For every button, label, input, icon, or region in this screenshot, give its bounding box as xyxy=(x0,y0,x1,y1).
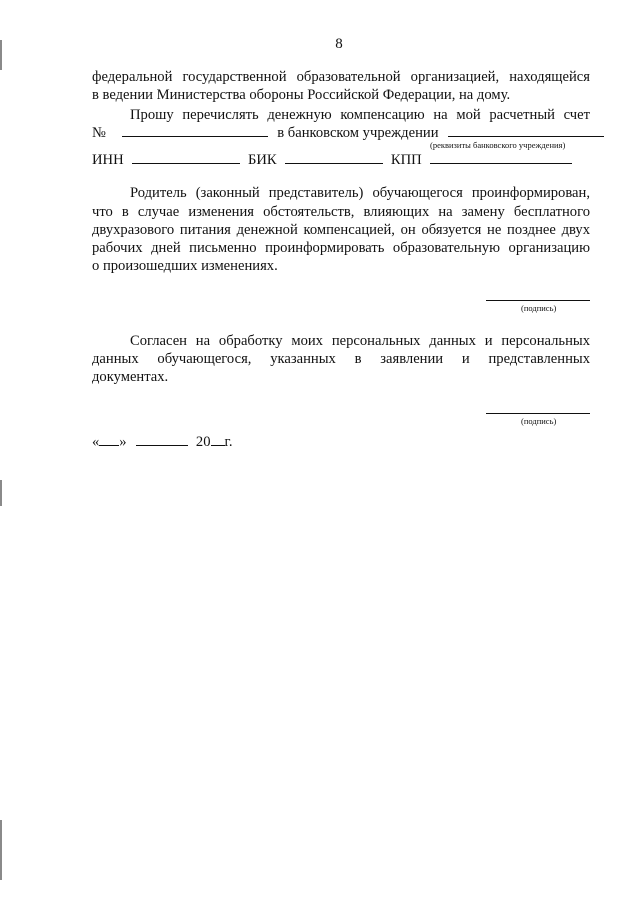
date-row xyxy=(92,433,590,451)
bank-caption: (реквизиты банковского учреждения) xyxy=(430,140,566,150)
number-label: № xyxy=(92,125,106,141)
page-number: 8 xyxy=(335,36,343,52)
bank-label: в банковском учреждении xyxy=(277,125,439,141)
consent-line-3: документах. xyxy=(92,369,169,385)
account-number-field[interactable] xyxy=(122,124,268,137)
intro-line-2: в ведении Министерства обороны Российской Федерации, на дому. xyxy=(92,87,511,103)
bik-field[interactable] xyxy=(285,151,383,164)
request-text: Прошу перечислять денежную компенсацию на мой расчетный счет xyxy=(130,107,590,123)
date-year-suffix: г. xyxy=(224,434,233,450)
notice-line-4: рабочих дней письменно проинформировать образовательную организацию xyxy=(92,240,590,256)
kpp-label: КПП xyxy=(390,152,422,168)
intro-line-1: федеральной государственной образовательной организацией, находящейся xyxy=(92,69,590,85)
date-open-quote: « xyxy=(92,434,100,450)
consent-line-2: данных обучающегося, указанных в заявлении и представленных xyxy=(92,351,590,367)
bank-field[interactable] xyxy=(448,124,604,137)
signature-line-2[interactable] xyxy=(486,413,590,414)
signature-caption-2: (подпись) xyxy=(521,416,557,426)
inn-label: ИНН xyxy=(92,152,124,168)
date-close-quote: » xyxy=(119,434,127,450)
notice-line-5: о произошедших изменениях. xyxy=(92,258,278,274)
scan-edge-mark xyxy=(0,480,2,506)
consent-line-1: Согласен на обработку моих персональных данных и персональных xyxy=(130,333,590,349)
notice-line-1: Родитель (законный представитель) обучающегося проинформирован, xyxy=(130,185,590,201)
date-year-field[interactable] xyxy=(211,433,225,446)
signature-caption-1: (подпись) xyxy=(521,303,557,313)
scan-edge-mark xyxy=(0,820,2,880)
notice-line-3: двухразового питания денежной компенсацией, он обязуется не позднее двух xyxy=(92,222,590,238)
date-month-field[interactable] xyxy=(136,433,188,446)
signature-line-1[interactable] xyxy=(486,300,590,301)
date-year-prefix: 20 xyxy=(195,434,211,450)
requisites-row xyxy=(92,151,590,169)
notice-line-2: что в случае изменения обстоятельств, влияющих на замену бесплатного xyxy=(92,204,590,220)
kpp-field[interactable] xyxy=(430,151,572,164)
bik-label: БИК xyxy=(247,152,277,168)
inn-field[interactable] xyxy=(132,151,240,164)
date-day-field[interactable] xyxy=(99,433,119,446)
